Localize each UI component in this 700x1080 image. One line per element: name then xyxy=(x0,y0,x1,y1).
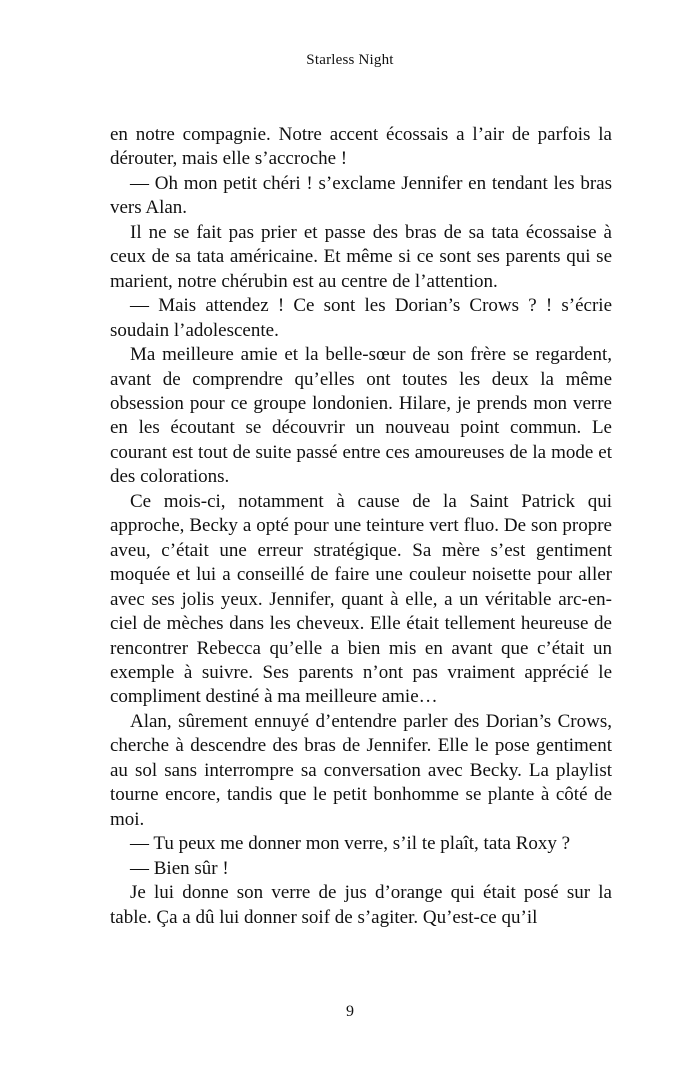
paragraph: Ma meilleure amie et la belle-sœur de son frère se regardent, avant de comprendre qu’elles ont toutes les deux la même obsession pour ce groupe londonien. Hilare, je prends mon verre en les écoutant se découvrir un nouveau point commun. Le courant est tout de suite passé entre ces amoureuses de la mode et des colorations. xyxy=(110,344,612,488)
paragraph-dialogue: — Tu peux me donner mon verre, s’il te plaît, tata Roxy ? xyxy=(130,833,571,855)
paragraph: Ce mois-ci, notamment à cause de la Saint Patrick qui approche, Becky a opté pour une teinture vert fluo. De son propre aveu, c’était une erreur stratégique. Sa mère s’est gentiment moquée et lui a conseillé de faire une couleur noisette pour aller avec ses jolis yeux. Jennifer, quant à elle, a un véritable arc-en-ciel de mèches dans les cheveux. Elle était tellement heureuse de rencontrer Rebecca qu’elle a bien mis en avant que c’était un exemple à suivre. Ses parents n’ont pas vraiment apprécié le compliment destiné à ma meilleure amie… xyxy=(110,490,612,708)
paragraph-continuation: en notre compagnie. Notre accent écossais a l’air de parfois la dérouter, mais elle s’accroche ! xyxy=(110,124,612,170)
paragraph: Il ne se fait pas prier et passe des bras de sa tata écossaise à ceux de sa tata américaine. Et même si ce sont ses parents qui se marient, notre chérubin est au centre de l’attention. xyxy=(110,221,612,292)
paragraph-dialogue: — Bien sûr ! xyxy=(130,857,229,879)
paragraph-dialogue: — Mais attendez ! Ce sont les Dorian’s Crows ? ! s’écrie soudain l’adolescente. xyxy=(110,295,612,341)
running-header: Starless Night xyxy=(306,52,394,68)
page-number: 9 xyxy=(346,1003,354,1020)
paragraph-dialogue: — Oh mon petit chéri ! s’exclame Jennifer en tendant les bras vers Alan. xyxy=(110,172,612,219)
paragraph: Alan, sûrement ennuyé d’entendre parler des Dorian’s Crows, cherche à descendre des bras de Jennifer. Elle le pose gentiment au sol sans interrompre sa conversation avec Becky. La playlist tourne encore, tandis que le petit bonhomme se plante à côté de moi. xyxy=(110,710,612,830)
body-text xyxy=(110,123,612,930)
paragraph: Je lui donne son verre de jus d’orange qui était posé sur la table. Ça a dû lui donner soif de s’agiter. Qu’est-ce qu’il xyxy=(110,882,612,928)
